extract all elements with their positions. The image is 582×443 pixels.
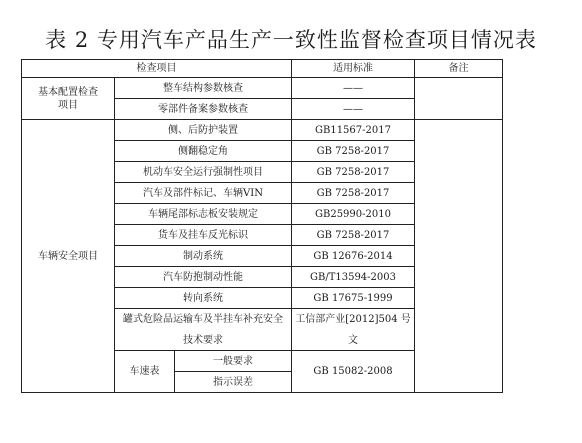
speedometer-standard: GB 15082-2008 [292, 351, 415, 393]
row-item: 转向系统 [115, 288, 292, 309]
vehicle-safety-label: 车辆安全项目 [22, 120, 115, 393]
row-item: 车辆尾部标志板安装规定 [115, 204, 292, 225]
row-standard: GB 7258-2017 [292, 162, 415, 183]
row-item: 侧、后防护装置 [115, 120, 292, 141]
row-item: 制动系统 [115, 246, 292, 267]
speedometer-sub-general: 一般要求 [175, 351, 292, 372]
row-standard: GB 7258-2017 [292, 141, 415, 162]
row-item: 侧翻稳定角 [115, 141, 292, 162]
row-item: 机动车安全运行强制性项目 [115, 162, 292, 183]
table-title: 表 2 专用汽车产品生产一致性监督检查项目情况表 [45, 28, 537, 52]
row-standard: GB 7258-2017 [292, 183, 415, 204]
row-standard: GB 12676-2014 [292, 246, 415, 267]
row-standard: GB25990-2010 [292, 204, 415, 225]
hazmat-item: 罐式危险品运输车及半挂车补充安全 技术要求 [115, 309, 292, 351]
row-item: 零部件备案参数核查 [115, 99, 292, 120]
row-standard: —— [292, 99, 415, 120]
row-item: 整车结构参数核查 [115, 78, 292, 99]
header-standard: 适用标准 [292, 60, 415, 78]
inspection-table [21, 59, 503, 393]
row-standard: —— [292, 78, 415, 99]
row-item: 货车及挂车反光标识 [115, 225, 292, 246]
basic-config-label: 基本配置检查 项目 [22, 78, 115, 120]
header-note: 备注 [415, 60, 503, 78]
row-standard: GB 7258-2017 [292, 225, 415, 246]
table-row [22, 120, 503, 141]
hazmat-standard: 工信部产业[2012]504 号 文 [292, 309, 415, 351]
row-note [415, 78, 503, 120]
row-note [415, 120, 503, 393]
row-standard: GB/T13594-2003 [292, 267, 415, 288]
row-item: 汽车防抱制动性能 [115, 267, 292, 288]
header-item: 检查项目 [22, 60, 292, 78]
row-standard: GB 17675-1999 [292, 288, 415, 309]
row-item: 汽车及部件标记、车辆VIN [115, 183, 292, 204]
speedometer-label: 车速表 [115, 351, 175, 393]
speedometer-sub-error: 指示误差 [175, 372, 292, 393]
table-row [22, 78, 503, 99]
row-standard: GB11567-2017 [292, 120, 415, 141]
